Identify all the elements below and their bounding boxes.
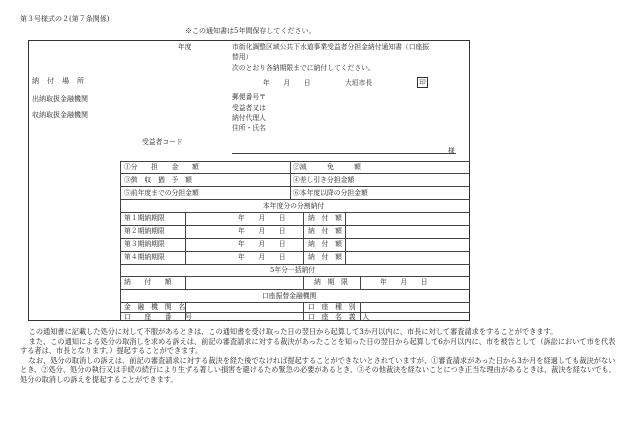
instruction-text: 次のとおり各納期限までに納付してください。: [232, 64, 375, 72]
divider: [120, 276, 470, 277]
divider: [120, 212, 470, 213]
outlet-bank-label: 出納取扱金融機関: [32, 95, 88, 103]
mayor-name: 大垣市長: [345, 79, 373, 87]
divider: [120, 251, 470, 252]
divider: [290, 161, 291, 199]
receiving-bank-label: 収納取扱金融機関: [32, 111, 88, 119]
divider: [120, 238, 470, 239]
lump-sum-amount-label: 納 付 額: [124, 278, 172, 286]
note-paragraph: この通知書に記載した処分に対して不服があるときは、この通知書を受け取った日の翌日から起算して3か月以内に、市長に対して審査請求をすることができます。: [28, 327, 558, 336]
payment-place-label: 納 付 場 所: [32, 77, 85, 85]
installment-label: 第３期納期限: [124, 240, 165, 248]
notice-date: 年 月 日: [263, 79, 311, 87]
installment-date: 年 月 日: [238, 240, 286, 248]
amount-label-5: ⑤前年度までの分担金額: [124, 189, 199, 197]
lump-sum-title: 5年分一括納付: [270, 266, 316, 274]
divider: [120, 199, 470, 200]
installment-label: 第１期納期限: [124, 214, 165, 222]
installment-date: 年 月 日: [238, 214, 286, 222]
account-holder-label: 口 座 名 義 人: [308, 313, 370, 321]
lump-sum-date: 年 月 日: [380, 278, 428, 286]
note-paragraph: また、この通知による処分の取消しを求める訴えは、前記の審査請求に対する裁決があったことを知った日の翌日から起算して6か月以内に、市を被告として（訴訟において市を代表する者は、市長となります。）提起することができます。: [20, 336, 616, 356]
postal-code-label: 郵便番号〒: [232, 93, 266, 101]
divider: [120, 186, 470, 187]
divider: [120, 161, 470, 162]
form-number: 第３号様式の２(第７条関係): [20, 15, 110, 23]
amount-label-2: ②減 免 額: [293, 163, 361, 171]
divider: [120, 264, 470, 265]
divider: [120, 161, 121, 321]
divider: [303, 212, 304, 264]
installment-label: 第４期納期限: [124, 253, 165, 261]
lump-sum-deadline-label: 納 期 限: [314, 278, 348, 286]
beneficiary-code-label: 受益者コード: [142, 138, 183, 146]
installment-amount-label: 納 付 額: [308, 214, 342, 222]
installment-label: 第２期納期限: [124, 227, 165, 235]
beneficiary-label-3: 住所・氏名: [232, 124, 266, 132]
seal-mark: 印: [417, 77, 428, 88]
account-number-label: 口 座 番 号: [124, 313, 192, 321]
amount-label-3: ③徴 収 猶 予 額: [124, 176, 192, 184]
divider: [120, 173, 470, 174]
account-title: 口座振替金融機関: [262, 292, 317, 300]
installment-date: 年 月 日: [238, 253, 286, 261]
account-type-label: 口 座 種 別: [308, 303, 356, 311]
beneficiary-label-1: 受益者又は: [232, 104, 266, 112]
notice-title-line1: 市街化調整区域公共下水道事業受益者分担金納付通知書（口座振: [232, 43, 430, 51]
installment-date: 年 月 日: [238, 227, 286, 235]
divider: [303, 302, 304, 321]
amount-label-1: ①分 担 金 額: [124, 163, 199, 171]
legal-notes: [20, 327, 620, 385]
amount-label-4: ④差し引き分担金額: [293, 176, 355, 184]
amount-label-6: ⑥本年度以降の分担金額: [293, 189, 368, 197]
name-underline: [232, 153, 456, 154]
divider: [345, 212, 346, 264]
year-label: 年度: [178, 43, 192, 51]
bank-name-label: 金 融 機 関 名: [124, 303, 186, 311]
honorific: 様: [448, 147, 455, 155]
divider: [360, 276, 361, 289]
installment-amount-label: 納 付 額: [308, 240, 342, 248]
note-paragraph: なお、処分の取消しの訴えは、前記の審査請求に対する裁決を経た後でなければ提起することができないとされていますが、①審査請求があった日から3か月を経過しても裁決がないとき、②処分、処分の執行又は手続の続行により生ずる著しい損害を避けるため緊急の必要があるとき、③その他裁決を経ないことにつき正当な理由があるときは、裁決を経ないでも、処分の取消しの訴えを提起することができます。: [20, 355, 616, 384]
divider: [185, 276, 186, 289]
divider: [303, 276, 304, 289]
beneficiary-label-2: 納付代理人: [232, 114, 266, 122]
retention-note: ※この通知書は5年間保存してください。: [185, 27, 316, 35]
divider: [185, 212, 186, 264]
divider: [120, 289, 470, 290]
divider: [120, 225, 470, 226]
installment-amount-label: 納 付 額: [308, 227, 342, 235]
notice-title-line2: 替用）: [232, 53, 253, 61]
installment-amount-label: 納 付 額: [308, 253, 342, 261]
installments-title: 本年度分の分割納付: [263, 202, 325, 210]
